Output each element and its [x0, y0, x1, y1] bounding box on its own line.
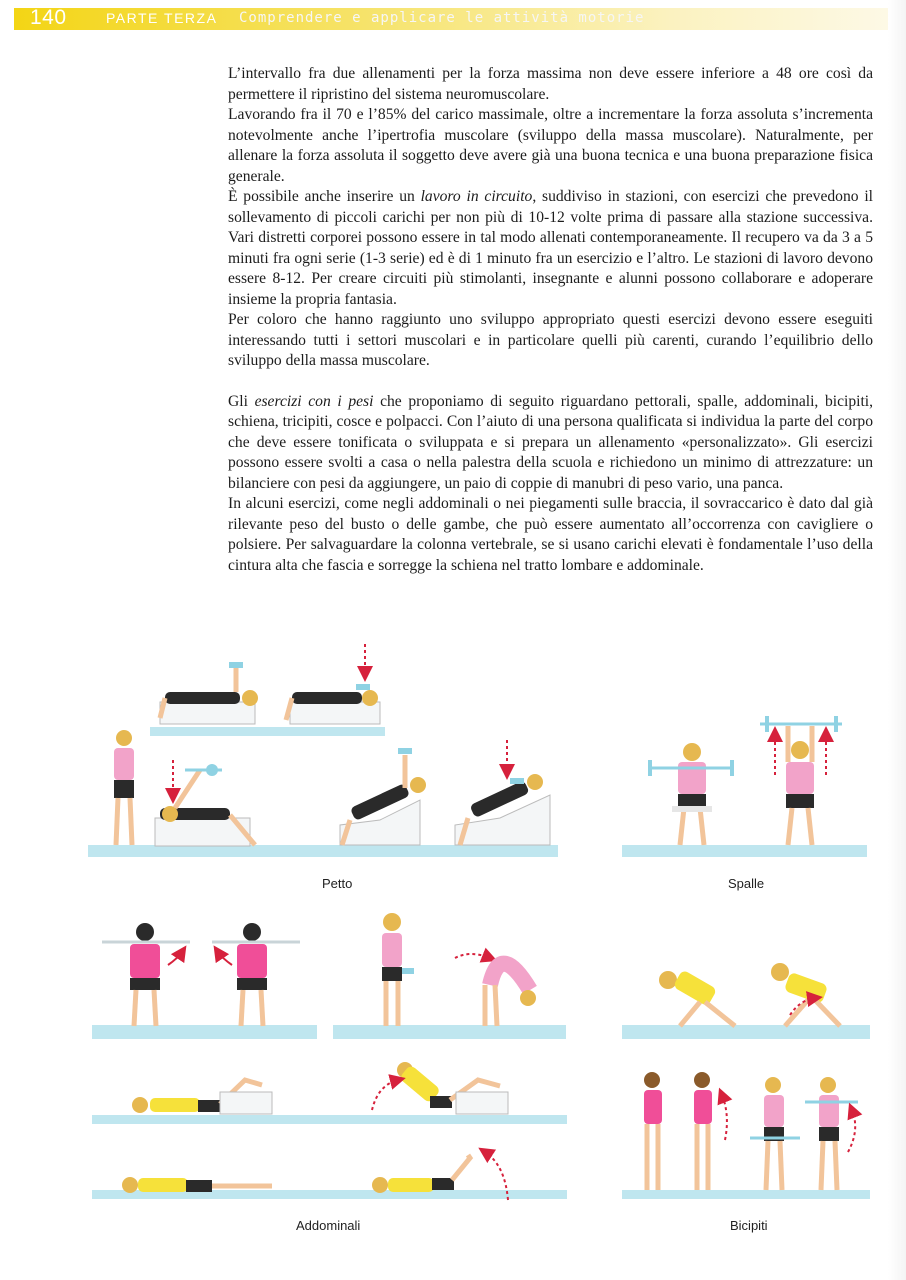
paragraph: In alcuni esercizi, come negli addominali o nei piegamenti sulle braccia, il sovraccarico è dato dal già rilevante peso del busto o delle gambe, che può essere aumentato all’occorrenza con cavigliere o polsiere. Per salvaguardare la colonna vertebrale, se si usano carichi elevati è fondamentale l’uso della cintura alta che fascia e sorregge la schiena nel tratto lombare e addominale. [228, 495, 873, 574]
schiena-illustration [92, 923, 317, 1039]
emphasis: lavoro in circuito [420, 188, 533, 205]
page-edge [888, 0, 906, 1280]
paragraph: Per coloro che hanno raggiunto uno sviluppo appropriato questi esercizi devono essere eseguiti interessando tutti i settori muscolari e in particolare quelli più carenti, curando l’equilibrio dello sviluppo della massa muscolare. [228, 311, 873, 369]
paragraph: Lavorando fra il 70 e l’85% del carico massimale, oltre a incrementare la forza assoluta s’incrementa notevolmente anche l’ipertrofia muscolare (sviluppo della massa muscolare). Naturalmente, per allenare la forza assoluta il soggetto deve avere già una buona tecnica e una buona preparazione fisica generale. [228, 106, 873, 185]
spalle-illustration [622, 716, 867, 857]
exercise-illustrations [0, 640, 906, 1240]
emphasis: esercizi con i pesi [254, 392, 374, 410]
paragraph: È possibile anche inserire un lavoro in circuito, suddiviso in stazioni, con esercizi che prevedono il sollevamento di piccoli carichi per non più di 10-12 volte prima di passare alla stazione successiva. Vari distretti corporei possono essere in tal modo allenati contemporaneamente. Il recupero va da 3 a 5 minuti fra ogni serie (1-3 serie) ed è di 1 minuto fra un esercizio e l’altro. Le stazioni di lavoro devono essere 8-12. Per creare circuiti più stimolanti, insegnante e alunni possono collaborare e adoperare insieme la propria fantasia. [228, 188, 874, 308]
paragraph: Gli esercizi con i pesi che proponiamo di seguito riguardano pettorali, spalle, addominali, bicipiti, schiena, tricipiti, cosce e polpacci. Con l’aiuto di una persona qualificata si individua la parte del corpo che deve essere tonificata o sviluppata e si prepara un allenamento «personalizzato». Gli esercizi possono essere svolti a casa o nella palestra della scuola e richiedono un minimo di attrezzature: un bilanciere con pesi da aggiungere, un paio di coppie di manubri di peso vario, una panca. [228, 392, 874, 492]
affondi-illustration [622, 963, 870, 1039]
caption-addominali: Addominali [296, 1218, 361, 1233]
petto-illustration [88, 644, 558, 857]
body-text [228, 64, 873, 576]
bicipiti-illustration [622, 1072, 870, 1199]
flessione-illustration [333, 913, 566, 1039]
caption-petto: Petto [322, 876, 353, 891]
addominali-illustration [92, 1062, 567, 1200]
section-title: Comprendere e applicare le attività motorie [239, 10, 645, 26]
part-label: PARTE TERZA [106, 10, 218, 26]
caption-spalle: Spalle [728, 876, 765, 891]
paragraph: L’intervallo fra due allenamenti per la forza massima non deve essere inferiore a 48 ore così da permettere il ripristino del sistema neuromuscolare. [228, 65, 873, 103]
caption-bicipiti: Bicipiti [730, 1218, 768, 1233]
page-number: 140 [30, 6, 67, 29]
